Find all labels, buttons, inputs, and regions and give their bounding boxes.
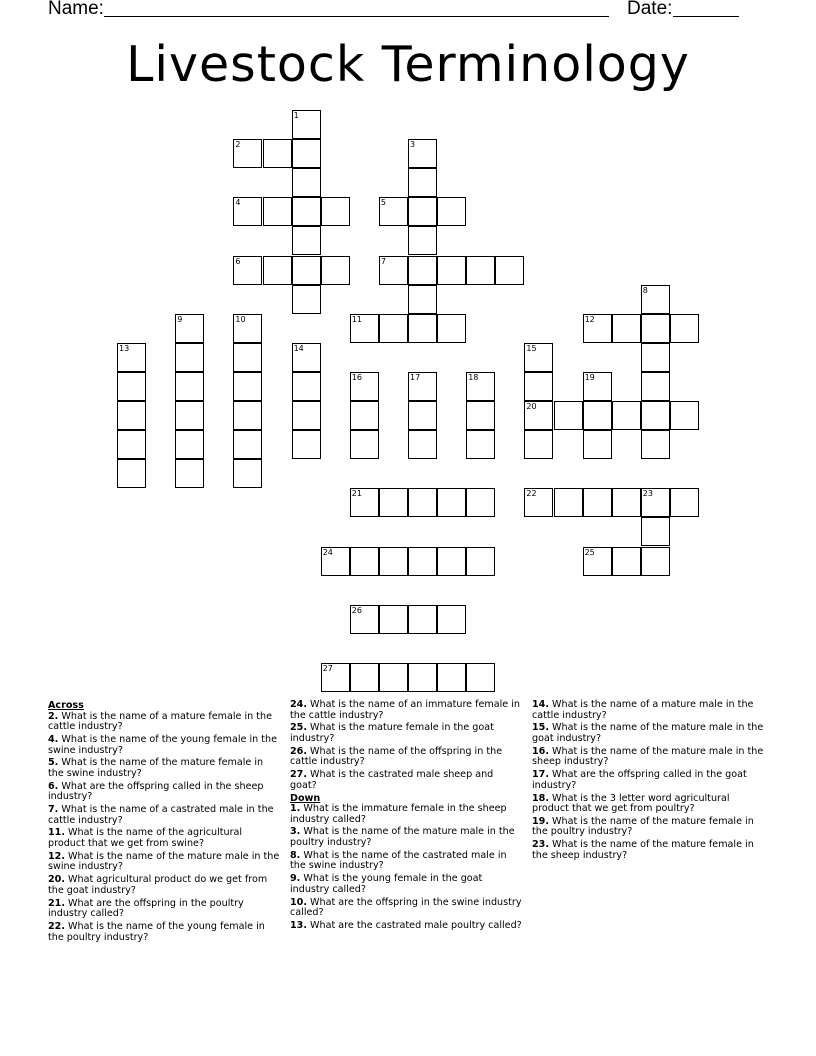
crossword-cell[interactable] <box>437 605 466 634</box>
clue-number: 22. <box>48 920 65 932</box>
clue-number: 4. <box>48 733 59 745</box>
clue-number-label: 10 <box>235 314 246 324</box>
clue-number: 6. <box>48 780 59 792</box>
clue-item <box>532 700 764 721</box>
crossword-cell[interactable] <box>379 314 408 343</box>
crossword-cell[interactable] <box>175 401 204 430</box>
clue-item <box>48 712 280 733</box>
clue-column-2 <box>290 700 522 934</box>
clue-number-label: 16 <box>351 372 362 382</box>
clue-item <box>48 758 280 779</box>
crossword-cell[interactable] <box>408 430 437 459</box>
clue-item <box>290 851 522 872</box>
crossword-cell[interactable] <box>292 285 321 314</box>
clue-text: What is the name of the mature female in the sheep industry? <box>532 839 754 861</box>
crossword-cell[interactable] <box>292 139 321 168</box>
crossword-cell[interactable] <box>117 401 146 430</box>
clue-text: What are the offspring called in the goat industry? <box>532 769 747 791</box>
crossword-cell[interactable] <box>233 197 262 226</box>
clue-text: What is the name of a mature male in the cattle industry? <box>532 699 754 721</box>
crossword-cell[interactable] <box>117 372 146 401</box>
crossword-cell[interactable] <box>233 401 262 430</box>
clue-number: 15. <box>532 722 549 734</box>
crossword-cell[interactable] <box>292 372 321 401</box>
clue-item <box>48 805 280 826</box>
clue-item <box>290 827 522 848</box>
crossword-cell[interactable] <box>175 372 204 401</box>
crossword-cell[interactable] <box>117 459 146 488</box>
crossword-cell[interactable] <box>408 226 437 255</box>
crossword-cell[interactable] <box>612 401 641 430</box>
crossword-cell[interactable] <box>117 343 146 372</box>
clue-text: What is the name of an immature female in the cattle industry? <box>290 699 521 721</box>
crossword-cell[interactable] <box>641 314 670 343</box>
clue-number-label: 26 <box>351 605 362 615</box>
clue-text: What is the name of the agricultural product that we get from swine? <box>48 827 243 850</box>
across-heading: Across <box>48 700 84 711</box>
crossword-cell[interactable] <box>466 430 495 459</box>
crossword-cell[interactable] <box>379 547 408 576</box>
clue-text: What is the name of the young female in the swine industry? <box>48 733 277 756</box>
crossword-cell[interactable] <box>321 663 350 692</box>
crossword-cell[interactable] <box>350 430 379 459</box>
crossword-cell[interactable] <box>437 663 466 692</box>
crossword-cell[interactable] <box>379 197 408 226</box>
crossword-cell[interactable] <box>233 256 262 285</box>
crossword-cell[interactable] <box>437 314 466 343</box>
crossword-cell[interactable] <box>466 663 495 692</box>
crossword-cell[interactable] <box>350 605 379 634</box>
crossword-cell[interactable] <box>641 285 670 314</box>
crossword-cell[interactable] <box>321 197 350 226</box>
crossword-cell[interactable] <box>379 488 408 517</box>
clue-number: 7. <box>48 804 59 816</box>
clue-number: 20. <box>48 874 65 886</box>
clue-item <box>290 921 522 932</box>
clue-item <box>290 874 522 895</box>
clue-item <box>290 804 522 825</box>
crossword-cell[interactable] <box>408 488 437 517</box>
clue-number-label: 4 <box>235 198 241 208</box>
clue-number: 24. <box>290 699 307 710</box>
crossword-cell[interactable] <box>641 517 670 546</box>
clue-number-label: 14 <box>293 343 304 353</box>
clue-number-label: 9 <box>177 314 183 324</box>
clue-number: 10. <box>290 896 307 908</box>
crossword-cell[interactable] <box>408 372 437 401</box>
crossword-cell[interactable] <box>379 256 408 285</box>
crossword-cell[interactable] <box>641 343 670 372</box>
clue-item <box>48 782 280 803</box>
clue-number-label: 13 <box>119 343 130 353</box>
clue-item <box>532 817 764 838</box>
crossword-cell[interactable] <box>233 139 262 168</box>
crossword-cell[interactable] <box>292 256 321 285</box>
clue-text: What are the castrated male poultry called? <box>307 919 522 931</box>
crossword-cell[interactable] <box>583 372 612 401</box>
clue-text: What is the castrated male sheep and goat? <box>290 769 494 791</box>
clue-item <box>48 852 280 873</box>
crossword-cell[interactable] <box>379 663 408 692</box>
clue-number: 25. <box>290 722 307 734</box>
crossword-cell[interactable] <box>466 401 495 430</box>
crossword-cell[interactable] <box>233 459 262 488</box>
clue-number: 12. <box>48 850 65 862</box>
clue-number: 27. <box>290 769 307 781</box>
crossword-cell[interactable] <box>175 314 204 343</box>
clue-text: What is the name of the mature male in the poultry industry? <box>290 826 515 849</box>
crossword-cell[interactable] <box>466 256 495 285</box>
crossword-cell[interactable] <box>175 343 204 372</box>
clue-item <box>532 794 764 815</box>
clue-item <box>290 747 522 768</box>
crossword-cell[interactable] <box>437 488 466 517</box>
crossword-cell[interactable] <box>554 488 583 517</box>
clue-item <box>532 770 764 791</box>
clue-text: What is the 3 letter word agricultural product that we get from poultry? <box>532 792 730 815</box>
clue-number-label: 19 <box>584 372 595 382</box>
crossword-cell[interactable] <box>437 256 466 285</box>
clue-text: What are the offspring called in the sheep industry? <box>48 780 264 803</box>
date-label: Date: <box>627 0 673 19</box>
crossword-cell[interactable] <box>175 459 204 488</box>
clue-text: What is the name of the mature male in the goat industry? <box>532 722 764 744</box>
crossword-cell[interactable] <box>524 401 553 430</box>
crossword-cell[interactable] <box>408 256 437 285</box>
clue-number-label: 23 <box>642 489 653 499</box>
clue-number-label: 6 <box>235 256 241 266</box>
crossword-cell[interactable] <box>233 372 262 401</box>
crossword-cell[interactable] <box>641 401 670 430</box>
clue-text: What is the young female in the goat industry called? <box>290 873 483 895</box>
crossword-cell[interactable] <box>641 430 670 459</box>
clue-text: What is the name of the castrated male in the swine industry? <box>290 849 507 872</box>
crossword-cell[interactable] <box>233 343 262 372</box>
crossword-cell[interactable] <box>524 430 553 459</box>
clue-item <box>48 922 280 943</box>
clue-text: What is the name of the young female in the poultry industry? <box>48 920 265 943</box>
crossword-cell[interactable] <box>292 343 321 372</box>
crossword-cell[interactable] <box>408 605 437 634</box>
clue-item <box>48 899 280 920</box>
clue-number-label: 1 <box>293 111 299 120</box>
crossword-cell[interactable] <box>554 401 583 430</box>
clue-number: 23. <box>532 839 549 851</box>
crossword-cell[interactable] <box>670 314 699 343</box>
crossword-cell[interactable] <box>583 314 612 343</box>
clue-number: 17. <box>532 769 549 781</box>
clue-number: 21. <box>48 897 65 909</box>
clue-text: What is the immature female in the sheep industry called? <box>290 803 507 825</box>
crossword-cell[interactable] <box>408 139 437 168</box>
clue-number: 5. <box>48 757 59 769</box>
down-heading: Down <box>290 792 321 804</box>
clue-number-label: 12 <box>584 314 595 324</box>
clue-number-label: 25 <box>584 547 595 557</box>
crossword-cell[interactable] <box>583 547 612 576</box>
crossword-cell[interactable] <box>408 547 437 576</box>
crossword-cell[interactable] <box>350 314 379 343</box>
clue-text: What are the offspring in the poultry industry called? <box>48 897 244 920</box>
clue-number: 14. <box>532 699 549 710</box>
clue-number-label: 11 <box>351 314 362 324</box>
clue-item <box>532 840 764 861</box>
clue-text: What is the name of a castrated male in the cattle industry? <box>48 804 274 826</box>
crossword-cell[interactable] <box>117 430 146 459</box>
crossword-cell[interactable] <box>408 314 437 343</box>
clue-number: 13. <box>290 919 307 931</box>
crossword-cell[interactable] <box>321 547 350 576</box>
clue-text: What is the name of the mature male in the sheep industry? <box>532 745 764 768</box>
crossword-cell[interactable] <box>495 256 524 285</box>
crossword-cell[interactable] <box>292 197 321 226</box>
clue-text: What are the offspring in the swine industry called? <box>290 896 522 919</box>
crossword-cell[interactable] <box>263 256 292 285</box>
clue-number-label: 3 <box>410 140 416 150</box>
crossword-cell[interactable] <box>670 488 699 517</box>
crossword-cell[interactable] <box>321 256 350 285</box>
clue-number-label: 21 <box>351 489 362 499</box>
name-label: Name: <box>48 0 104 19</box>
clue-number-label: 5 <box>380 198 386 208</box>
clue-text: What is the name of the mature male in the swine industry? <box>48 850 280 873</box>
clue-number-label: 20 <box>526 402 537 411</box>
crossword-cell[interactable] <box>408 663 437 692</box>
clue-column-3 <box>532 700 764 864</box>
crossword-cell[interactable] <box>408 401 437 430</box>
crossword-cell[interactable] <box>292 168 321 197</box>
crossword-cell[interactable] <box>466 488 495 517</box>
clue-text: What is the name of the mature female in the swine industry? <box>48 757 264 779</box>
clue-item <box>290 898 522 919</box>
crossword-cell[interactable] <box>175 430 204 459</box>
crossword-cell[interactable] <box>466 547 495 576</box>
clue-number: 8. <box>290 849 301 861</box>
crossword-cell[interactable] <box>437 547 466 576</box>
crossword-cell[interactable] <box>408 285 437 314</box>
crossword-cell[interactable] <box>292 401 321 430</box>
clue-item <box>290 700 522 721</box>
clue-text: What is the name of the mature female in the poultry industry? <box>532 815 754 838</box>
crossword-cell[interactable] <box>350 488 379 517</box>
clue-number: 2. <box>48 710 59 722</box>
clue-item <box>532 747 764 768</box>
clue-number-label: 17 <box>410 372 421 382</box>
crossword-cell[interactable] <box>233 430 262 459</box>
crossword-cell[interactable] <box>263 139 292 168</box>
crossword-cell[interactable] <box>583 488 612 517</box>
crossword-cell[interactable] <box>292 430 321 459</box>
clue-number-label: 8 <box>642 285 648 295</box>
crossword-cell[interactable] <box>379 605 408 634</box>
crossword-cell[interactable] <box>350 401 379 430</box>
crossword-cell[interactable] <box>350 547 379 576</box>
clue-text: What is the mature female in the goat industry? <box>290 722 494 744</box>
crossword-cell[interactable] <box>524 343 553 372</box>
clue-item <box>48 735 280 756</box>
clue-number: 9. <box>290 873 301 885</box>
clue-text: What is the name of a mature female in the cattle industry? <box>48 710 273 733</box>
clue-number-label: 2 <box>235 140 241 150</box>
clue-text: What is the name of the offspring in the cattle industry? <box>290 745 503 768</box>
clue-text: What agricultural product do we get from the goat industry? <box>48 874 268 896</box>
clue-number: 3. <box>290 826 301 838</box>
crossword-cell[interactable] <box>524 372 553 401</box>
clue-number-label: 22 <box>526 489 537 499</box>
clue-item <box>290 723 522 744</box>
clue-number-label: 7 <box>380 256 386 266</box>
crossword-cell[interactable] <box>350 663 379 692</box>
page-title: Livestock Terminology <box>126 36 690 93</box>
clue-number-label: 27 <box>322 663 333 673</box>
clue-item <box>48 828 280 849</box>
crossword-cell[interactable] <box>583 430 612 459</box>
crossword-cell[interactable] <box>641 372 670 401</box>
clue-number-label: 15 <box>526 343 537 353</box>
clue-number: 26. <box>290 745 307 757</box>
crossword-cell[interactable] <box>612 547 641 576</box>
crossword-cell[interactable] <box>583 401 612 430</box>
crossword-cell[interactable] <box>263 197 292 226</box>
clue-number: 19. <box>532 815 549 827</box>
crossword-cell[interactable] <box>408 168 437 197</box>
clue-number-label: 18 <box>468 372 479 382</box>
crossword-cell[interactable] <box>437 197 466 226</box>
clue-item <box>48 875 280 896</box>
crossword-cell[interactable] <box>641 488 670 517</box>
crossword-cell[interactable] <box>408 197 437 226</box>
clue-column-1 <box>48 700 280 945</box>
crossword-cell[interactable] <box>641 547 670 576</box>
clue-number: 1. <box>290 803 301 815</box>
clue-item <box>290 770 522 791</box>
crossword-cell[interactable] <box>524 488 553 517</box>
crossword-cell[interactable] <box>292 226 321 255</box>
clue-number: 18. <box>532 792 549 804</box>
crossword-cell[interactable] <box>233 314 262 343</box>
clue-number: 11. <box>48 827 65 839</box>
crossword-cell[interactable] <box>292 110 321 139</box>
crossword-cell[interactable] <box>670 401 699 430</box>
clue-number-label: 24 <box>322 547 333 557</box>
crossword-cell[interactable] <box>466 372 495 401</box>
clue-item <box>532 723 764 744</box>
crossword-cell[interactable] <box>612 488 641 517</box>
clue-number: 16. <box>532 745 549 757</box>
crossword-cell[interactable] <box>612 314 641 343</box>
crossword-cell[interactable] <box>350 372 379 401</box>
